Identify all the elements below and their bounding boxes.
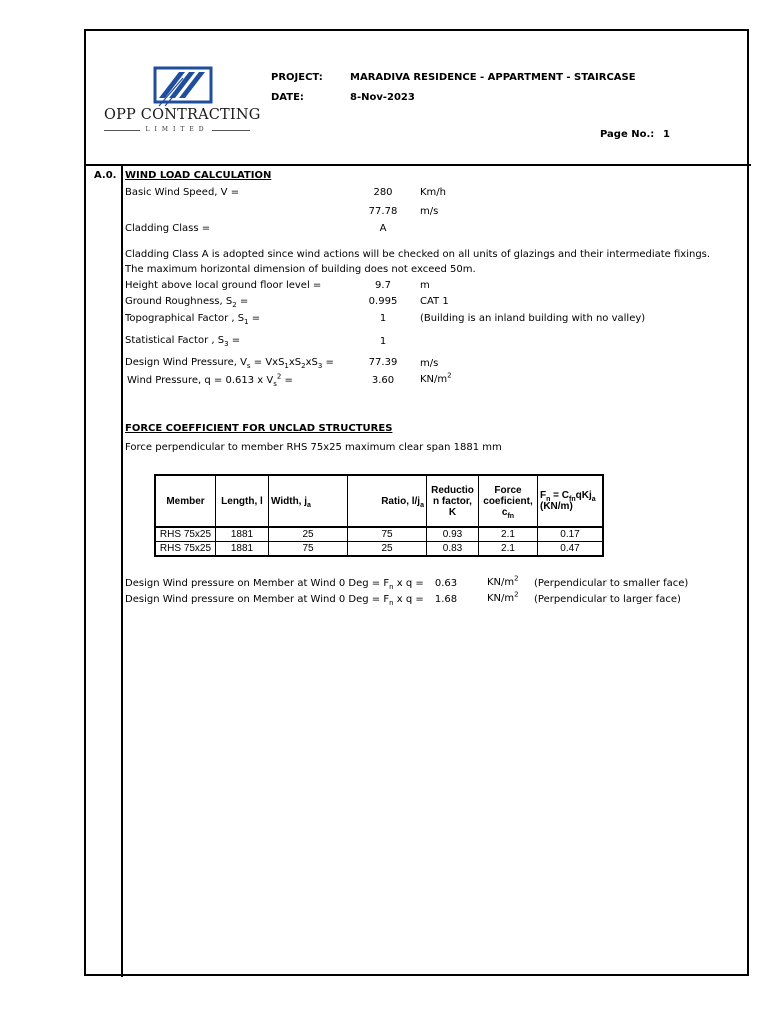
cell-width: 75 (269, 542, 348, 557)
statistical-factor-value: 1 (379, 336, 387, 347)
design-wind-speed-unit: m/s (420, 358, 439, 369)
cell-length: 1881 (216, 527, 269, 542)
force-coefficient-table (154, 474, 604, 557)
ground-roughness-label: Ground Roughness, $S_2$ = (125, 296, 249, 309)
cell-reduction-factor: 0.83 (427, 542, 479, 557)
cladding-class-label: Cladding Class = (125, 223, 211, 234)
header-divider (84, 164, 751, 166)
statistical-factor-label: Statistical Factor , $S_3$ = (125, 335, 241, 348)
cell-member: RHS 75x25 (155, 542, 216, 557)
page-number-value: 1 (663, 129, 670, 140)
force-coefficient-title: FORCE COEFFICIENT FOR UNCLAD STRUCTURES (125, 423, 393, 434)
cell-force-per-length: 0.17 (538, 527, 604, 542)
cell-ratio: 25 (348, 542, 427, 557)
section-title: WIND LOAD CALCULATION (125, 170, 272, 181)
cell-force-coefficient: 2.1 (479, 527, 538, 542)
basic-wind-speed-label: Basic Wind Speed, V = (125, 187, 240, 198)
topographical-factor-label: Topographical Factor , $S_1$ = (125, 313, 261, 326)
col-force-per-length: $F_n = C_{fn}qKj_a$ (KN/m) (538, 475, 604, 527)
wind-pressure-value: 3.60 (371, 375, 395, 386)
section-number: A.0. (94, 170, 117, 181)
col-reduction-factor: Reductio n factor, K (427, 475, 479, 527)
cell-length: 1881 (216, 542, 269, 557)
design-pressure-larger-face-label: Design Wind pressure on Member at Wind 0 Deg = $F_n$ x q = (125, 594, 424, 607)
cladding-note: Cladding Class A is adopted since wind actions will be checked on all units of glazings and their intermediate fixings. (125, 249, 711, 260)
section-column-divider (121, 165, 123, 977)
table-row (155, 542, 603, 557)
basic-wind-speed-value-ms: 77.78 (368, 206, 398, 217)
date-value: 8-Nov-2023 (350, 92, 415, 103)
design-wind-speed-value: 77.39 (368, 357, 398, 368)
cell-ratio: 75 (348, 527, 427, 542)
design-pressure-smaller-face-note: (Perpendicular to smaller face) (534, 578, 689, 589)
design-pressure-smaller-face-value: 0.63 (434, 578, 458, 589)
design-pressure-larger-face-note: (Perpendicular to larger face) (534, 594, 681, 605)
height-value: 9.7 (375, 280, 391, 291)
page-number-label: Page No.: (600, 129, 655, 140)
project-label: PROJECT: (271, 72, 323, 83)
topographical-factor-value: 1 (379, 313, 387, 324)
topographical-factor-note: (Building is an inland building with no valley) (420, 313, 646, 324)
height-label: Height above local ground floor level = (125, 280, 322, 291)
project-value: MARADIVA RESIDENCE - APPARTMENT - STAIRCASE (350, 72, 636, 83)
cell-force-coefficient: 2.1 (479, 542, 538, 557)
cell-width: 25 (269, 527, 348, 542)
design-pressure-larger-face-unit: $KN/m^2$ (487, 590, 519, 604)
basic-wind-speed-unit-ms: m/s (420, 206, 439, 217)
ground-roughness-value: 0.995 (368, 296, 398, 307)
dimension-note: The maximum horizontal dimension of building does not exceed 50m. (125, 264, 476, 275)
date-label: DATE: (271, 92, 304, 103)
force-coefficient-description: Force perpendicular to member RHS 75x25 maximum clear span 1881 mm (125, 442, 502, 453)
cell-force-per-length: 0.47 (538, 542, 604, 557)
design-pressure-larger-face-value: 1.68 (434, 594, 458, 605)
table-header-row (155, 475, 603, 527)
design-wind-speed-label: Design Wind Pressure, $V_s = VxS_1xS_2xS_3$ = (125, 357, 334, 370)
basic-wind-speed-value: 280 (373, 187, 393, 198)
col-member: Member (155, 475, 216, 527)
design-pressure-smaller-face-label: Design Wind pressure on Member at Wind 0 Deg = $F_n$ x q = (125, 578, 424, 591)
basic-wind-speed-unit: Km/h (420, 187, 447, 198)
cell-member: RHS 75x25 (155, 527, 216, 542)
company-name: OPP CONTRACTING (104, 107, 261, 123)
col-force-coefficient: Force coeficient, $c_{fn}$ (479, 475, 538, 527)
wind-pressure-unit: $KN/m^2$ (420, 371, 452, 385)
wind-pressure-label: Wind Pressure, q = 0.613 x $V_s^2$ = (127, 372, 293, 388)
cell-reduction-factor: 0.93 (427, 527, 479, 542)
company-subtitle: LIMITED (145, 126, 209, 133)
col-width: Width, $j_a$ (269, 475, 348, 527)
col-ratio: Ratio, $l/j_a$ (348, 475, 427, 527)
cladding-class-value: A (379, 223, 387, 234)
ground-roughness-category: CAT 1 (420, 296, 449, 307)
table-row (155, 527, 603, 542)
logo-rule-right (212, 130, 250, 131)
design-pressure-smaller-face-unit: $KN/m^2$ (487, 574, 519, 588)
height-unit: m (420, 280, 430, 291)
col-length: Length, l (216, 475, 269, 527)
